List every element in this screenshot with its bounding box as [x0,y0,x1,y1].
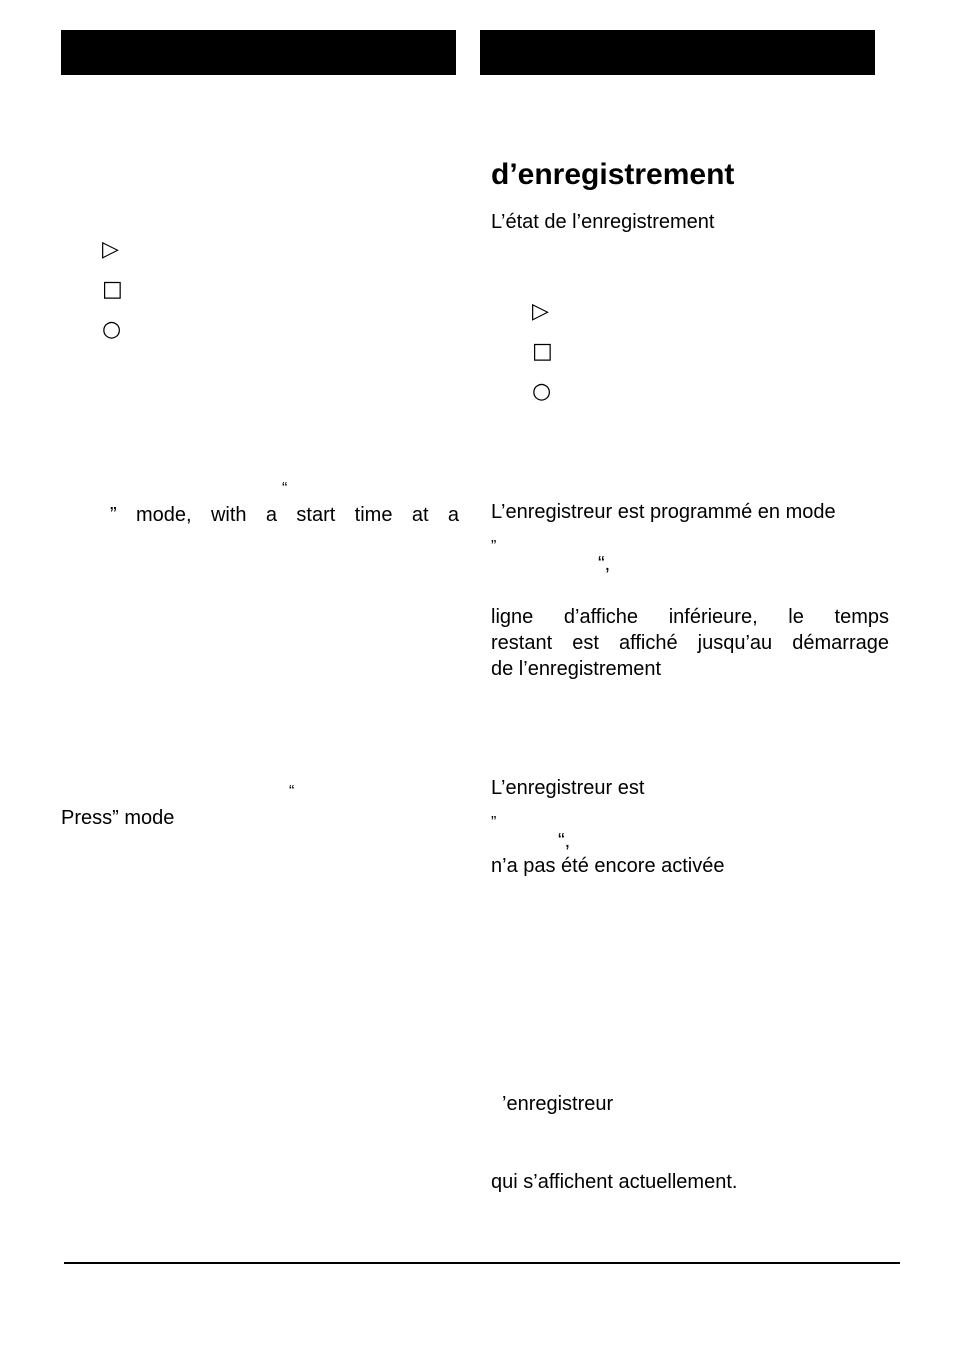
left-mode-line: ” mode, with a start time at a [110,504,459,526]
left-quote-open-2: “ [289,783,295,800]
record-icon: ○ [532,379,552,404]
right-quote-open-comma-1: “, [598,553,611,575]
right-paragraph [491,604,889,682]
paragraph-line-2: restant est affiché jusqu’au démarrage [491,632,889,654]
right-etat-line: L’état de l’enregistrement [491,211,715,233]
stop-icon: □ [532,339,553,364]
play-icon: ▷ [102,237,119,262]
right-enregistreur-est: L’enregistreur est [491,777,645,799]
right-quote-close-2: ” [491,814,497,831]
right-quote-open-comma-2: “, [558,830,571,852]
right-enregistreur-fragment: ’enregistreur [502,1093,614,1115]
footer-rule [64,1262,900,1264]
paragraph-line-1: ligne d’affiche inférieure, le temps [491,606,889,628]
paragraph-line-3: de l’enregistrement [491,658,662,680]
play-icon: ▷ [532,299,549,324]
right-quote-close-1: ” [491,538,497,555]
right-header-bar [480,30,875,75]
right-pas-activee: n’a pas été encore activée [491,855,725,877]
right-programme-line: L’enregistreur est programmé en mode [491,501,836,523]
record-icon: ○ [102,317,122,342]
left-quote-open-1: “ [282,480,288,497]
left-header-bar [61,30,456,75]
left-press-mode: Press” mode [61,807,175,829]
right-heading: d’enregistrement [491,158,735,191]
stop-icon: □ [102,277,123,302]
right-affichent: qui s’affichent actuellement. [491,1171,738,1193]
